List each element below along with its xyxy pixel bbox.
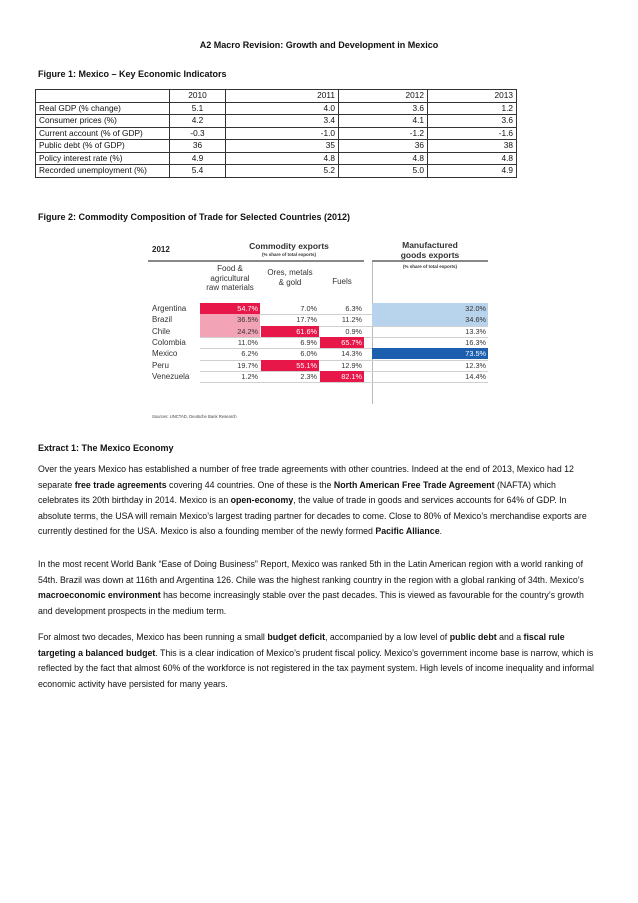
text-run: (NAFTA) which celebrates its 20th birthday in 2014. Mexico is an xyxy=(38,479,556,505)
country-label: Peru xyxy=(152,360,169,370)
table-cell: 4.8 xyxy=(428,152,517,165)
row-label: Real GDP (% change) xyxy=(36,102,170,115)
table-cell: 1.2 xyxy=(428,102,517,115)
table-cell: 4.9 xyxy=(428,165,517,178)
table-header-row xyxy=(36,90,517,103)
commodity-exports-subtitle: (% share of total exports) xyxy=(261,252,316,257)
table-cell: 4.2 xyxy=(170,115,226,128)
table-cell: 4.1 xyxy=(339,115,428,128)
data-cell: 13.3% xyxy=(465,326,486,336)
data-cell: 6.9% xyxy=(300,337,317,347)
header-divider xyxy=(372,260,488,262)
column-header-line: Ores, metals xyxy=(267,268,313,277)
table-cell: 5.0 xyxy=(339,165,428,178)
data-cell: 6.2% xyxy=(241,349,258,359)
commodity-trade-figure xyxy=(148,237,490,425)
bold-term: Pacific Alliance xyxy=(375,526,440,536)
data-cell: 54.7% xyxy=(200,303,260,314)
bold-term: free trade agreements xyxy=(74,479,167,490)
commodity-exports-title: Commodity exports xyxy=(249,241,329,251)
table-cell: 3.4 xyxy=(226,115,339,128)
table-row xyxy=(36,165,517,178)
table-cell: 36 xyxy=(339,140,428,153)
row-separator xyxy=(200,382,488,383)
paragraph-text xyxy=(38,557,598,619)
year-header: 2012 xyxy=(339,90,428,103)
column-header-fuels: Fuels xyxy=(332,277,352,286)
data-cell: 55.1% xyxy=(261,360,319,371)
manufactured-title-line: goods exports xyxy=(400,250,460,260)
row-label: Current account (% of GDP) xyxy=(36,127,170,140)
column-header-line: agricultural xyxy=(210,273,250,283)
extract1-heading: Extract 1: The Mexico Economy xyxy=(38,443,174,453)
data-cell: 6.0% xyxy=(300,349,317,359)
data-cell: 11.0% xyxy=(237,337,258,347)
data-cell: 32.0% xyxy=(372,303,488,314)
text-run: . This is a clear indication of Mexico’s prudent fiscal policy. Mexico’s government income base is narrow, which is reflected by the fact that almost 60% of the workforce is not registered in the tax payment system. High levels of income inequality and informal economic activity have persisted for many years. xyxy=(38,647,594,689)
table-cell: 4.0 xyxy=(226,102,339,115)
extract-paragraph-2 xyxy=(38,557,598,619)
table-row xyxy=(36,102,517,115)
data-cell: 0.9% xyxy=(345,326,362,336)
table-cell: 5.4 xyxy=(170,165,226,178)
row-label: Consumer prices (%) xyxy=(36,115,170,128)
table-cell: 4.8 xyxy=(339,152,428,165)
year-header: 2011 xyxy=(226,90,339,103)
column-header-line: raw materials xyxy=(206,283,254,292)
paragraph-text xyxy=(38,462,598,540)
data-cell: 14.3% xyxy=(341,349,362,359)
data-cell: 73.5% xyxy=(372,348,488,359)
bold-term: public debt xyxy=(449,632,497,642)
table-cell: 5.1 xyxy=(170,102,226,115)
country-label: Mexico xyxy=(152,349,178,359)
economic-indicators-table xyxy=(35,89,517,178)
text-run: . xyxy=(439,526,443,536)
data-cell: 65.7% xyxy=(320,337,364,348)
bold-term: budget deficit xyxy=(267,632,325,642)
bold-term: macroeconomic environment xyxy=(38,590,161,600)
data-cell: 24.2% xyxy=(200,326,260,337)
text-run: covering 44 countries. One of these is the xyxy=(166,479,334,490)
text-run: Over the years Mexico has established a number of free trade agreements with other countries. Indeed at the end of 2013, Mexico had 12 separate xyxy=(38,464,574,490)
bold-term: fiscal rule targeting a balanced budget xyxy=(38,632,565,658)
data-cell: 17.7% xyxy=(296,315,317,325)
data-cell: 2.3% xyxy=(300,371,317,381)
country-label: Brazil xyxy=(152,315,173,325)
paragraph-text xyxy=(38,630,598,692)
text-run: For almost two decades, Mexico has been running a small xyxy=(38,632,268,642)
table-cell: 4.9 xyxy=(170,152,226,165)
table-cell: -1.6 xyxy=(428,127,517,140)
figure2-heading: Figure 2: Commodity Composition of Trade for Selected Countries (2012) xyxy=(38,212,351,222)
table-cell: 35 xyxy=(226,140,339,153)
data-cell: 1.2% xyxy=(241,371,258,381)
figure1-heading: Figure 1: Mexico – Key Economic Indicators xyxy=(38,69,227,79)
bold-term: North American Free Trade Agreement xyxy=(333,479,495,490)
table-cell: 4.8 xyxy=(226,152,339,165)
data-cell: 7.0% xyxy=(300,304,317,313)
text-run: , the value of trade in goods and services accounts for 64% of GDP. In absolute terms, the USA will remain Mexico’s largest trading partner for decades to come. Close to 80% of Mexico’s merchandise exports are currently destined for the USA. Mexico is also a founding member of the newly formed xyxy=(38,495,587,536)
country-label: Chile xyxy=(152,326,171,336)
data-cell: 12.9% xyxy=(341,360,362,370)
table-row xyxy=(36,152,517,165)
data-cell: 34.6% xyxy=(372,314,488,325)
column-header-line: & gold xyxy=(278,277,302,287)
bold-term: open-economy xyxy=(230,495,294,505)
table-cell: 5.2 xyxy=(226,165,339,178)
extract-paragraph-1 xyxy=(38,462,598,540)
table-corner-cell xyxy=(36,90,170,103)
table-cell: 3.6 xyxy=(428,115,517,128)
extract-paragraph-3 xyxy=(38,630,598,692)
table-cell: -1.0 xyxy=(226,127,339,140)
table-cell: 38 xyxy=(428,140,517,153)
country-label: Colombia xyxy=(152,337,186,347)
table-row xyxy=(36,127,517,140)
manufactured-exports-subtitle: (% share of total exports) xyxy=(402,264,457,269)
row-label: Policy interest rate (%) xyxy=(36,152,170,165)
data-cell: 12.3% xyxy=(465,360,486,370)
table-cell: 3.6 xyxy=(339,102,428,115)
data-cell: 19.7% xyxy=(237,360,258,370)
text-run: In the most recent World Bank “Ease of Doing Business” Report, Mexico was ranked 5th in the Latin American region with a world ranking of 54th. Brazil was down at 116th and Argentina 126. Chile was the highest ranking country in the region with a global ranking of 34th. Mexico’s xyxy=(38,559,584,585)
data-cell: 6.3% xyxy=(345,304,362,313)
table-row xyxy=(36,115,517,128)
table-cell: -0.3 xyxy=(170,127,226,140)
data-cell: 82.1% xyxy=(320,371,364,382)
country-label: Venezuela xyxy=(152,371,190,381)
figure-year-label: 2012 xyxy=(152,245,170,254)
data-cell: 61.6% xyxy=(261,326,319,337)
row-label: Recorded unemployment (%) xyxy=(36,165,170,178)
document-title: A2 Macro Revision: Growth and Development in Mexico xyxy=(199,40,439,50)
text-run: has become increasingly stable over the past decades. This is viewed as favourable for the country’s growth and development prospects in the medium term. xyxy=(38,590,584,616)
row-label: Public debt (% of GDP) xyxy=(36,140,170,153)
data-cell: 11.2% xyxy=(341,315,362,325)
figure-source: Sources: UNCTAD, Deutsche Bank Research xyxy=(152,414,237,419)
table-row xyxy=(36,140,517,153)
table-cell: 36 xyxy=(170,140,226,153)
data-cell: 14.4% xyxy=(465,371,486,381)
header-divider xyxy=(148,260,364,262)
data-cell: 36.5% xyxy=(200,314,260,325)
manufactured-title-line: Manufactured xyxy=(402,240,458,250)
manufactured-exports-title xyxy=(372,240,488,260)
year-header: 2013 xyxy=(428,90,517,103)
year-header: 2010 xyxy=(170,90,226,103)
column-header-ores xyxy=(261,268,319,287)
column-header-line: Food & xyxy=(217,264,243,273)
table-cell: -1.2 xyxy=(339,127,428,140)
text-run: , accompanied by a low level of xyxy=(325,632,450,642)
data-cell: 16.3% xyxy=(465,337,486,347)
text-run: and a xyxy=(496,632,524,642)
country-label: Argentina xyxy=(152,304,187,313)
column-header-food xyxy=(200,264,260,293)
